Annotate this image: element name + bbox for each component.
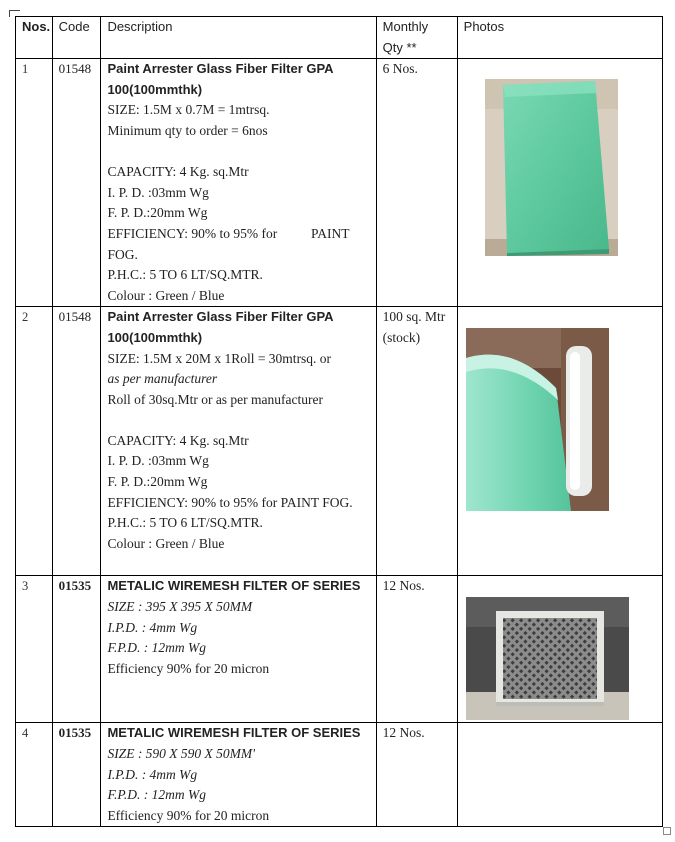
qty-line1: 100 sq. Mtr [382,309,446,325]
row-number: 1 [16,59,53,307]
spec-line: SIZE: 1.5M x 20M x 1Roll = 30mtrsq. or [107,350,332,366]
spec-line: I. P. D. :03mm Wg [107,184,209,200]
spec-line: P.H.C.: 5 TO 6 LT/SQ.MTR. [107,267,263,283]
photo-cell-empty [457,723,662,827]
spec-line: CAPACITY: 4 Kg. sq.Mtr [107,432,249,448]
row-number: 2 [16,307,53,576]
item-code: 01548 [52,307,101,576]
table-header-row [16,17,663,59]
spec-line: SIZE: 1.5M x 0.7M = 1mtrsq. [107,102,270,118]
monthly-qty [376,307,457,576]
item-description [101,723,376,827]
header-nos: Nos. [16,17,53,59]
filter-spec-table [15,16,663,827]
spec-line: I.P.D. : 4mm Wg [107,766,198,782]
item-description [101,307,376,576]
spec-line: SIZE : 395 X 395 X 50MM [107,598,253,614]
spec-line: F.P.D. : 12mm Wg [107,640,206,656]
spec-line: SIZE : 590 X 590 X 50MM' [107,745,256,761]
monthly-qty: 6 Nos. [376,59,457,307]
row-number: 4 [16,723,53,827]
monthly-qty: 12 Nos. [376,723,457,827]
spec-line: F. P. D.:20mm Wg [107,474,208,490]
item-code: 01535 [52,576,101,723]
header-code: Code [52,17,101,59]
spec-line: CAPACITY: 4 Kg. sq.Mtr [107,164,249,180]
item-title-line2: 100(100mmthk) [107,81,203,97]
spec-line: I. P. D. :03mm Wg [107,453,209,469]
header-photos: Photos [457,17,662,59]
spec-line: Minimum qty to order = 6nos [107,122,268,138]
header-monthly-qty [376,17,457,59]
spec-line: Colour : Green / Blue [107,287,225,303]
table-row [16,59,663,307]
spec-line: F.P.D. : 12mm Wg [107,787,206,803]
blank-line [107,142,369,163]
document-end-marker [663,827,671,835]
item-title: METALIC WIREMESH FILTER OF SERIES [107,725,361,741]
table-row [16,723,663,827]
table-row [16,307,663,576]
item-title-text: Paint Arrester Glass Fiber Filter GPA [107,61,334,77]
spec-line: Efficiency 90% for 20 micron [107,807,270,823]
item-title: METALIC WIREMESH FILTER OF SERIES [107,578,361,594]
item-title: Paint Arrester Glass Fiber Filter GPA [107,309,334,325]
header-qty-line2: Qty ** [382,39,417,55]
item-description [101,576,376,723]
item-title-line2: 100(100mmthk) [107,329,203,345]
wiremesh-filter-photo [466,597,629,720]
spec-line: as per manufacturer [107,371,218,387]
green-filter-pad-photo [485,79,618,256]
spec-line: EFFICIENCY: 90% to 95% for PAINT [107,225,350,241]
header-description: Description [101,17,376,59]
spec-line: Colour : Green / Blue [107,535,225,551]
item-description [101,59,376,307]
spec-line: FOG. [107,246,138,262]
spec-line: F. P. D.:20mm Wg [107,205,208,221]
row-number: 3 [16,576,53,723]
spec-line: Roll of 30sq.Mtr or as per manufacturer [107,391,324,407]
qty-line2: (stock) [382,329,421,345]
photo-cell [457,307,662,576]
spec-line: P.H.C.: 5 TO 6 LT/SQ.MTR. [107,515,263,531]
photo-cell [457,59,662,307]
monthly-qty: 12 Nos. [376,576,457,723]
blank-line [107,410,369,431]
item-code: 01535 [52,723,101,827]
table-row [16,576,663,723]
green-filter-roll-photo [466,328,609,511]
item-code: 01548 [52,59,101,307]
spec-line: EFFICIENCY: 90% to 95% for PAINT FOG. [107,494,353,510]
spec-line: Efficiency 90% for 20 micron [107,660,270,676]
spec-line: I.P.D. : 4mm Wg [107,619,198,635]
item-title [107,59,369,80]
photo-cell [457,576,662,723]
header-qty-line1: Monthly [382,19,429,34]
